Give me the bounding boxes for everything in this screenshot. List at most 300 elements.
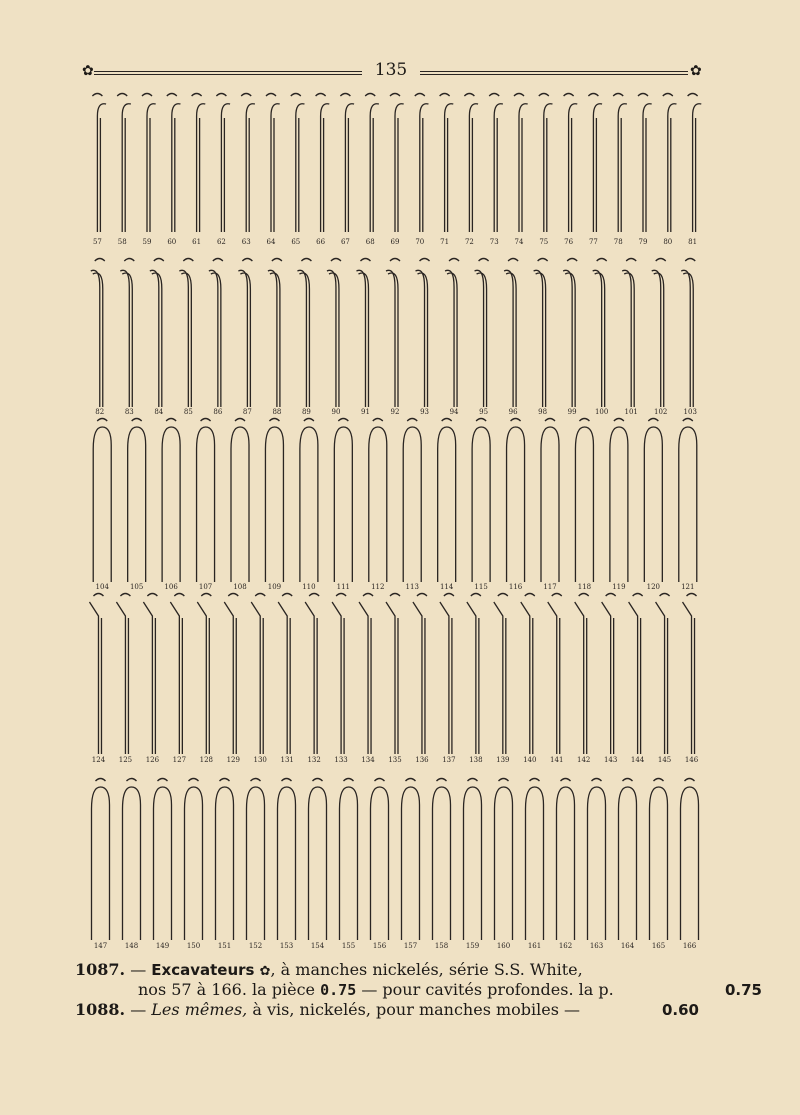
instrument-tip-icon <box>338 419 348 422</box>
instrument-tip-icon <box>417 594 427 597</box>
instrument-number: 156 <box>372 942 387 950</box>
instrument-tip-icon <box>309 594 319 597</box>
instrument-tip-icon <box>282 779 292 782</box>
instrument-88 <box>268 259 282 417</box>
instrument-tip-icon <box>489 94 499 97</box>
page-number: 135 <box>374 60 408 80</box>
instrument-number: 121 <box>681 583 695 591</box>
instrument-number: 72 <box>464 238 474 246</box>
instrument-85 <box>179 259 193 417</box>
instrument-150 <box>185 779 203 951</box>
instrument-tip-icon <box>216 94 226 97</box>
instrument-number: 91 <box>361 408 370 416</box>
instrument-87 <box>238 259 252 417</box>
instrument-80 <box>663 94 677 247</box>
instrument-84 <box>150 259 164 417</box>
instrument-68 <box>365 94 379 247</box>
instrument-71 <box>440 94 454 247</box>
instrument-151 <box>216 779 234 951</box>
instrument-shaft <box>521 602 533 754</box>
instrument-shaft <box>683 602 695 754</box>
instrument-144 <box>629 594 645 765</box>
instrument-shaft <box>268 270 280 407</box>
instrument-shaft <box>416 270 428 407</box>
instrument-tip-icon <box>633 594 643 597</box>
instrument-tip-icon <box>683 419 693 422</box>
instrument-115 <box>472 419 490 592</box>
instrument-tip-icon <box>390 594 400 597</box>
instrument-61 <box>192 94 206 247</box>
instrument-59 <box>142 94 156 247</box>
instrument-shaft <box>91 270 103 407</box>
entry-deep-cavities: — pour cavités profondes. la p. <box>356 980 614 999</box>
entry-dash: — <box>130 1000 147 1019</box>
instrument-number: 151 <box>217 942 232 950</box>
instrument-77 <box>588 94 602 247</box>
instrument-shaft <box>216 787 234 940</box>
instrument-152 <box>247 779 265 951</box>
instrument-shaft <box>420 104 429 232</box>
instrument-number: 164 <box>620 942 635 950</box>
instrument-tip-icon <box>96 779 106 782</box>
instrument-58 <box>117 94 131 247</box>
instrument-shaft <box>332 602 344 754</box>
instrument-96 <box>504 259 518 417</box>
instrument-135 <box>386 594 402 765</box>
instrument-number: 57 <box>92 238 102 246</box>
instrument-shaft <box>122 104 131 232</box>
instrument-70 <box>415 94 429 247</box>
instrument-number: 155 <box>341 942 356 950</box>
instrument-tip-icon <box>525 594 535 597</box>
instrument-number: 66 <box>316 238 326 246</box>
instrument-number: 115 <box>474 583 488 591</box>
instrument-shaft <box>445 270 457 407</box>
instrument-95 <box>475 259 489 417</box>
instrument-number: 163 <box>589 942 604 950</box>
instrument-63 <box>241 94 255 247</box>
instrument-shaft <box>340 787 358 940</box>
instrument-72 <box>464 94 478 247</box>
instrument-number: 162 <box>558 942 573 950</box>
instrument-number: 88 <box>272 408 282 416</box>
instrument-shaft <box>656 602 668 754</box>
entry-name: Les mêmes, <box>151 1000 248 1019</box>
instrument-tip-icon <box>444 594 454 597</box>
instrument-shaft <box>469 104 478 232</box>
instrument-tip-icon <box>660 594 670 597</box>
instrument-shaft <box>622 270 634 407</box>
instrument-tip-icon <box>266 94 276 97</box>
instrument-116 <box>507 419 525 592</box>
instrument-tip-icon <box>564 94 574 97</box>
instrument-number: 84 <box>154 408 164 416</box>
instrument-shaft <box>247 787 265 940</box>
instrument-shaft <box>143 602 155 754</box>
instrument-shaft <box>238 270 250 407</box>
instrument-shaft <box>197 602 209 754</box>
instrument-tip-icon <box>132 419 142 422</box>
instrument-130 <box>251 594 267 765</box>
instrument-83 <box>120 259 134 417</box>
instrument-shaft <box>548 602 560 754</box>
instrument-147 <box>92 779 110 951</box>
instrument-number: 76 <box>564 238 574 246</box>
instrument-number: 138 <box>469 756 483 764</box>
instrument-shaft <box>403 427 421 582</box>
instrument-tip-icon <box>479 259 489 262</box>
instrument-tip-icon <box>663 94 673 97</box>
instrument-number: 124 <box>91 756 106 764</box>
instrument-113 <box>403 419 421 592</box>
instrument-shaft <box>221 104 230 232</box>
instrument-shaft <box>278 602 290 754</box>
instrument-75 <box>539 94 553 247</box>
instrument-shaft <box>569 104 578 232</box>
instrument-number: 150 <box>186 942 201 950</box>
instrument-tip-icon <box>363 594 373 597</box>
instrument-78 <box>613 94 627 247</box>
instrument-tip-icon <box>390 259 400 262</box>
instrument-128 <box>197 594 213 765</box>
instrument-tip-icon <box>415 94 425 97</box>
instrument-number: 58 <box>117 238 127 246</box>
instrument-shaft <box>371 787 389 940</box>
instrument-shaft <box>150 270 162 407</box>
instrument-number: 148 <box>124 942 139 950</box>
instrument-tip-icon <box>201 594 211 597</box>
instrument-shaft <box>679 427 697 582</box>
instrument-number: 116 <box>508 583 523 591</box>
instrument-shaft <box>618 104 627 232</box>
instrument-134 <box>359 594 375 765</box>
instrument-tip-icon <box>365 94 375 97</box>
instrument-shaft <box>475 270 487 407</box>
instrument-number: 98 <box>538 408 548 416</box>
instrument-number: 110 <box>302 583 316 591</box>
instrument-shaft <box>602 602 614 754</box>
instrument-tip-icon <box>93 594 103 597</box>
instrument-shaft <box>370 104 379 232</box>
instrument-153 <box>278 779 296 951</box>
instrument-tip-icon <box>166 419 176 422</box>
instrument-tip-icon <box>606 594 616 597</box>
instrument-shaft <box>693 104 702 232</box>
instrument-shaft <box>197 427 215 582</box>
instrument-tip-icon <box>251 779 261 782</box>
instrument-shaft <box>650 787 668 940</box>
ornament-left-icon: ✿ <box>82 63 94 79</box>
instrument-shaft <box>128 427 146 582</box>
instrument-shaft <box>494 602 506 754</box>
instrument-shaft <box>224 602 236 754</box>
instrument-shaft <box>629 602 641 754</box>
entry-number: 1087. <box>75 960 126 979</box>
instrument-number: 68 <box>365 238 375 246</box>
instrument-67 <box>340 94 354 247</box>
instrument-tip-icon <box>648 419 658 422</box>
instrument-number: 145 <box>657 756 672 764</box>
instrument-number: 69 <box>390 238 400 246</box>
instrument-number: 94 <box>449 408 459 416</box>
instrument-119 <box>610 419 628 592</box>
instrument-tip-icon <box>124 259 134 262</box>
instrument-shaft <box>296 104 305 232</box>
instrument-tip-icon <box>242 259 252 262</box>
instrument-tip-icon <box>154 259 164 262</box>
instrument-tip-icon <box>464 94 474 97</box>
instrument-number: 149 <box>155 942 170 950</box>
instrument-number: 126 <box>145 756 160 764</box>
instrument-tip-icon <box>189 779 199 782</box>
instrument-shaft <box>359 602 371 754</box>
instrument-number: 144 <box>630 756 645 764</box>
trademark-icon: ✿ <box>259 964 271 979</box>
instrument-tip-icon <box>567 259 577 262</box>
instrument-shaft <box>433 787 451 940</box>
instrument-157 <box>402 779 420 951</box>
instrument-number: 79 <box>638 238 648 246</box>
instrument-156 <box>371 779 389 951</box>
instrument-tip-icon <box>442 419 452 422</box>
instrument-tip-icon <box>313 779 323 782</box>
instrument-shaft <box>534 270 546 407</box>
instrument-number: 113 <box>405 583 419 591</box>
instrument-shaft <box>681 787 699 940</box>
instrument-148 <box>123 779 141 951</box>
instrument-shaft <box>246 104 255 232</box>
instrument-86 <box>209 259 223 417</box>
instrument-number: 128 <box>199 756 213 764</box>
instrument-91 <box>356 259 370 417</box>
instrument-number: 107 <box>198 583 213 591</box>
instrument-tip-icon <box>597 259 607 262</box>
instrument-number: 73 <box>489 238 499 246</box>
instrument-tip-icon <box>440 94 450 97</box>
instrument-shaft <box>519 104 528 232</box>
instrument-shaft <box>610 427 628 582</box>
instrument-number: 89 <box>301 408 311 416</box>
instrument-shaft <box>297 270 309 407</box>
instrument-tip-icon <box>476 419 486 422</box>
instrument-shaft <box>305 602 317 754</box>
instrument-tip-icon <box>291 94 301 97</box>
instrument-tip-icon <box>530 779 540 782</box>
instrument-101 <box>622 259 638 417</box>
instrument-tip-icon <box>120 594 130 597</box>
instrument-155 <box>340 779 358 951</box>
instrument-tip-icon <box>579 594 589 597</box>
instrument-number: 63 <box>241 238 251 246</box>
entry-price: 0.60 <box>661 1001 699 1019</box>
instrument-shaft <box>541 427 559 582</box>
instrument-tip-icon <box>167 94 177 97</box>
instrument-shaft <box>97 104 106 232</box>
instrument-92 <box>386 259 400 417</box>
instrument-shaft <box>147 104 156 232</box>
instrument-number: 165 <box>651 942 666 950</box>
instrument-105 <box>128 419 146 592</box>
instrument-shaft <box>386 602 398 754</box>
instrument-tip-icon <box>255 594 265 597</box>
instrument-shaft <box>271 104 280 232</box>
instrument-number: 108 <box>233 583 247 591</box>
instrument-tip-icon <box>97 419 107 422</box>
instrument-number: 81 <box>688 238 698 246</box>
instrument-shaft <box>652 270 664 407</box>
instrument-shaft <box>300 427 318 582</box>
instrument-shaft <box>472 427 490 582</box>
entry-description: à vis, nickelés, pour manches mobiles <box>247 1000 559 1019</box>
instrument-tip-icon <box>373 419 383 422</box>
instrument-tip-icon <box>685 259 695 262</box>
instrument-tip-icon <box>269 419 279 422</box>
instrument-112 <box>369 419 387 592</box>
instrument-shaft <box>123 787 141 940</box>
instrument-shaft <box>170 602 182 754</box>
instrument-shaft <box>445 104 454 232</box>
instrument-shaft <box>668 104 677 232</box>
instrument-number: 64 <box>266 238 276 246</box>
catalog-entry-1088 <box>75 1000 715 1020</box>
instrument-tip-icon <box>95 259 105 262</box>
instrument-shaft <box>619 787 637 940</box>
instrument-tip-icon <box>142 94 152 97</box>
instrument-146 <box>683 594 699 765</box>
instrument-number: 131 <box>280 756 294 764</box>
instrument-shaft <box>251 602 263 754</box>
instrument-shaft <box>120 270 132 407</box>
instrument-93 <box>416 259 430 417</box>
instrument-number: 153 <box>279 942 294 950</box>
instrument-shaft <box>185 787 203 940</box>
instrument-tip-icon <box>316 94 326 97</box>
instrument-number: 77 <box>588 238 598 246</box>
instrument-140 <box>521 594 537 765</box>
instrument-tip-icon <box>406 779 416 782</box>
header-rule-left <box>94 71 362 75</box>
instrument-81 <box>688 94 702 247</box>
instrument-number: 74 <box>514 238 524 246</box>
instrument-154 <box>309 779 327 951</box>
instrument-number: 102 <box>654 408 668 416</box>
instrument-number: 120 <box>646 583 661 591</box>
instrument-127 <box>170 594 186 765</box>
instrument-tip-icon <box>579 419 589 422</box>
instrument-tip-icon <box>592 779 602 782</box>
instrument-number: 125 <box>118 756 133 764</box>
instrument-number: 161 <box>527 942 542 950</box>
entry-price: 0.75 <box>724 981 762 999</box>
instrument-tip-icon <box>588 94 598 97</box>
page-header <box>82 62 704 82</box>
instrument-shaft <box>440 602 452 754</box>
instrument-79 <box>638 94 652 247</box>
instrument-shaft <box>179 270 191 407</box>
instrument-tip-icon <box>471 594 481 597</box>
instrument-shaft <box>526 787 544 940</box>
instrument-tip-icon <box>174 594 184 597</box>
instrument-shaft <box>504 270 516 407</box>
entry-number: 1088. <box>75 1000 126 1019</box>
instrument-74 <box>514 94 528 247</box>
instrument-number: 114 <box>439 583 454 591</box>
instrument-number: 80 <box>663 238 673 246</box>
instrument-100 <box>593 259 609 417</box>
instrument-number: 103 <box>683 408 697 416</box>
instrument-number: 112 <box>371 583 385 591</box>
instrument-tip-icon <box>539 94 549 97</box>
instrument-number: 104 <box>95 583 109 591</box>
instrument-117 <box>541 419 559 592</box>
instrument-162 <box>557 779 575 951</box>
instrument-shaft <box>386 270 398 407</box>
instrument-tip-icon <box>511 419 521 422</box>
instrument-number: 157 <box>403 942 418 950</box>
instrument-number: 152 <box>248 942 263 950</box>
instrument-shaft <box>575 427 593 582</box>
instrument-73 <box>489 94 503 247</box>
instrument-shaft <box>563 270 575 407</box>
instrument-shaft <box>321 104 330 232</box>
instrument-number: 105 <box>129 583 144 591</box>
instrument-number: 117 <box>543 583 557 591</box>
instrument-142 <box>575 594 591 765</box>
instrument-number: 83 <box>124 408 134 416</box>
instrument-tip-icon <box>654 779 664 782</box>
instrument-shaft <box>327 270 339 407</box>
instrument-number: 86 <box>213 408 223 416</box>
instrument-104 <box>93 419 111 592</box>
instrument-tip-icon <box>282 594 292 597</box>
instrument-shaft <box>334 427 352 582</box>
instrument-tip-icon <box>147 594 157 597</box>
instrument-shaft <box>464 787 482 940</box>
instrument-shaft <box>116 602 128 754</box>
catalog-entry-1087-line2 <box>138 980 778 1000</box>
instrument-164 <box>619 779 637 951</box>
instrument-tip-icon <box>545 419 555 422</box>
instrument-shaft <box>369 427 387 582</box>
instrument-158 <box>433 779 451 951</box>
instrument-number: 147 <box>93 942 108 950</box>
instrument-tip-icon <box>220 779 230 782</box>
instrument-60 <box>167 94 181 247</box>
instrument-94 <box>445 259 459 417</box>
instrument-136 <box>413 594 429 765</box>
instrument-tip-icon <box>449 259 459 262</box>
instrument-shaft <box>593 104 602 232</box>
instrument-shaft <box>209 270 221 407</box>
instrument-161 <box>526 779 544 951</box>
instrument-131 <box>278 594 294 765</box>
instrument-number: 130 <box>253 756 267 764</box>
instrument-number: 90 <box>331 408 341 416</box>
instrument-tip-icon <box>390 94 400 97</box>
instrument-number: 142 <box>577 756 591 764</box>
instrument-tip-icon <box>656 259 666 262</box>
instrument-shaft <box>643 104 652 232</box>
instrument-114 <box>438 419 456 592</box>
instrument-number: 71 <box>440 238 450 246</box>
instrument-108 <box>231 419 249 592</box>
instrument-shaft <box>265 427 283 582</box>
instrument-90 <box>327 259 341 417</box>
instrument-shaft <box>231 427 249 582</box>
instrument-165 <box>650 779 668 951</box>
instrument-number: 99 <box>567 408 577 416</box>
instrument-tip-icon <box>499 779 509 782</box>
